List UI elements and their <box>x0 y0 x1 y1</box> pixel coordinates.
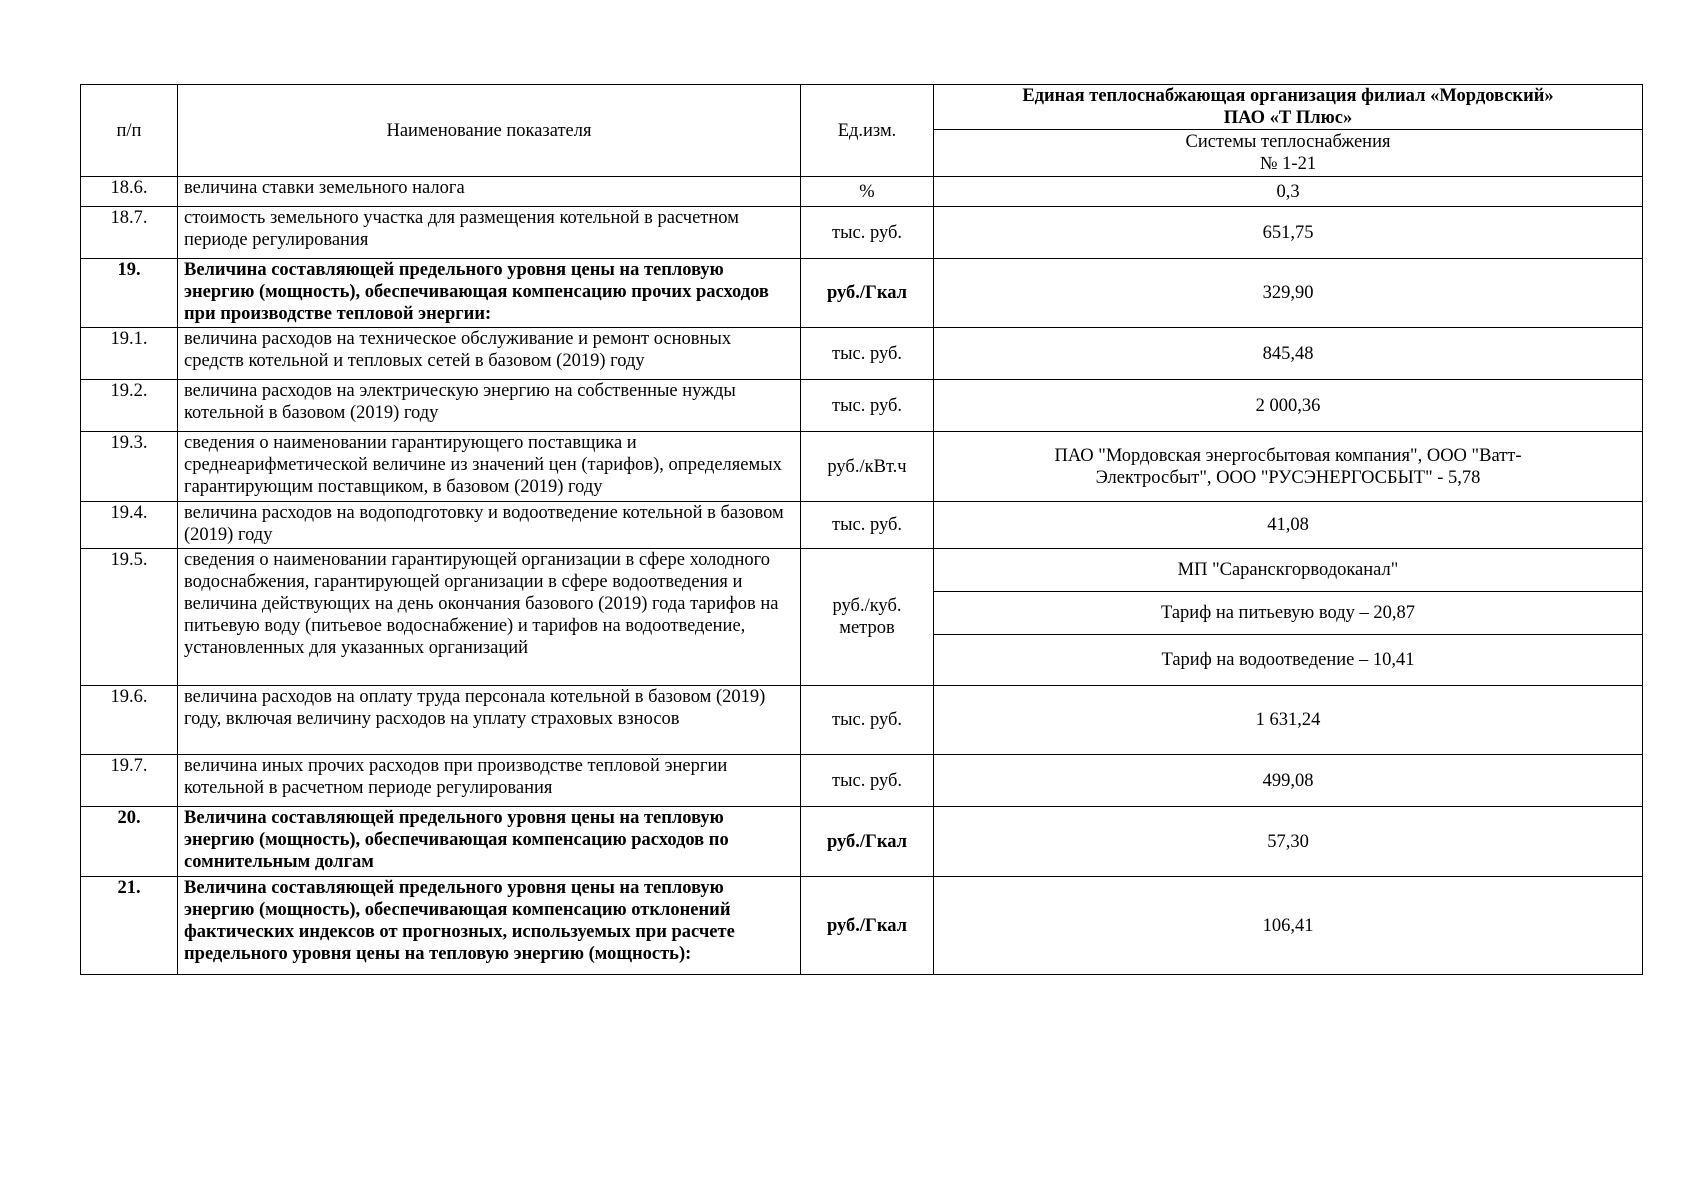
table-row <box>81 207 1643 259</box>
row-number: 19.2. <box>81 380 178 432</box>
table-row <box>81 432 1643 502</box>
row-name: сведения о наименовании гарантирующего поставщика и среднеарифметической величине из значений цен (тарифов), определяемых гарантирующим поставщиком, в базовом (2019) году <box>178 432 801 502</box>
table-row <box>81 549 1643 592</box>
row-number: 19.1. <box>81 328 178 380</box>
row-name: величина расходов на техническое обслуживание и ремонт основных средств котельной и тепловых сетей в базовом (2019) году <box>178 328 801 380</box>
row-number: 21. <box>81 877 178 975</box>
row-value: 329,90 <box>934 259 1643 328</box>
value-line: Электросбыт", ООО "РУСЭНЕРГОСБЫТ" - 5,78 <box>1095 467 1481 488</box>
row-unit: тыс. руб. <box>801 380 934 432</box>
header-row <box>81 85 1643 130</box>
header-organization <box>934 85 1643 130</box>
table-row <box>81 807 1643 877</box>
header-systems-line2: № 1-21 <box>1259 154 1317 174</box>
header-name: Наименование показателя <box>178 85 801 177</box>
table-row <box>81 755 1643 807</box>
table-row <box>81 380 1643 432</box>
row-name: величина иных прочих расходов при производстве тепловой энергии котельной в расчетном периоде регулирования <box>178 755 801 807</box>
row-unit: тыс. руб. <box>801 328 934 380</box>
row-name: Величина составляющей предельного уровня цены на тепловую энергию (мощность), обеспечивающая компенсацию прочих расходов при производстве тепловой энергии: <box>178 259 801 328</box>
row-value: 41,08 <box>934 502 1643 549</box>
row-value: 1 631,24 <box>934 686 1643 755</box>
header-num: п/п <box>81 85 178 177</box>
row-number: 19.5. <box>81 549 178 686</box>
header-org-line2: ПАО «Т Плюс» <box>1223 108 1353 128</box>
table-row <box>81 686 1643 755</box>
row-name: сведения о наименовании гарантирующей организации в сфере холодного водоснабжения, гарантирующей организации в сфере водоотведения и величина действующих на день окончания базового (2019) года тарифов на питьевую воду (питьевое водоснабжение) и тарифов на водоотведение, установленных для указанных организаций <box>178 549 801 686</box>
row-unit: руб./кВт.ч <box>801 432 934 502</box>
row-name: Величина составляющей предельного уровня цены на тепловую энергию (мощность), обеспечивающая компенсацию расходов по сомнительным долгам <box>178 807 801 877</box>
row-value: 651,75 <box>934 207 1643 259</box>
row-value: 2 000,36 <box>934 380 1643 432</box>
table-row <box>81 502 1643 549</box>
row-name: величина ставки земельного налога <box>178 177 801 207</box>
table-row <box>81 177 1643 207</box>
row-value: 106,41 <box>934 877 1643 975</box>
unit-line: руб./куб. <box>832 596 902 616</box>
row-value: 57,30 <box>934 807 1643 877</box>
header-org-line1: Единая теплоснабжающая организация филиал «Мордовский» <box>1022 86 1554 106</box>
row-name: величина расходов на водоподготовку и водоотведение котельной в базовом (2019) году <box>178 502 801 549</box>
row-number: 18.6. <box>81 177 178 207</box>
table-row <box>81 877 1643 975</box>
row-number: 19.4. <box>81 502 178 549</box>
row-number: 19.6. <box>81 686 178 755</box>
row-name: стоимость земельного участка для размещения котельной в расчетном периоде регулирования <box>178 207 801 259</box>
header-systems-line1: Системы теплоснабжения <box>1185 132 1391 152</box>
row-unit: руб./Гкал <box>801 807 934 877</box>
row-unit: тыс. руб. <box>801 502 934 549</box>
row-unit: тыс. руб. <box>801 686 934 755</box>
row-unit: тыс. руб. <box>801 207 934 259</box>
row-number: 19.7. <box>81 755 178 807</box>
row-unit: руб./Гкал <box>801 877 934 975</box>
row-value: 0,3 <box>934 177 1643 207</box>
row-unit: руб./Гкал <box>801 259 934 328</box>
row-name: Величина составляющей предельного уровня цены на тепловую энергию (мощность), обеспечивающая компенсацию отклонений фактических индексов от прогнозных, используемых при расчете предельного уровня цены на тепловую энергию (мощность): <box>178 877 801 975</box>
row-name: величина расходов на оплату труда персонала котельной в базовом (2019) году, включая величину расходов на уплату страховых взносов <box>178 686 801 755</box>
unit-line: метров <box>839 618 895 638</box>
value-line: ПАО "Мордовская энергосбытовая компания", ООО "Ватт- <box>1054 445 1522 466</box>
header-unit: Ед.изм. <box>801 85 934 177</box>
row-value: МП "Саранскгорводоканал" <box>934 549 1643 592</box>
row-number: 18.7. <box>81 207 178 259</box>
row-number: 20. <box>81 807 178 877</box>
row-number: 19. <box>81 259 178 328</box>
row-unit <box>801 549 934 686</box>
row-value <box>934 432 1643 502</box>
row-value: 845,48 <box>934 328 1643 380</box>
row-unit: % <box>801 177 934 207</box>
header-systems <box>934 130 1643 177</box>
row-name: величина расходов на электрическую энергию на собственные нужды котельной в базовом (2019) году <box>178 380 801 432</box>
table-row <box>81 259 1643 328</box>
row-value: 499,08 <box>934 755 1643 807</box>
table-row <box>81 328 1643 380</box>
row-value: Тариф на питьевую воду – 20,87 <box>934 592 1643 635</box>
row-unit: тыс. руб. <box>801 755 934 807</box>
indicators-table <box>80 84 1643 975</box>
row-value: Тариф на водоотведение – 10,41 <box>934 635 1643 686</box>
row-number: 19.3. <box>81 432 178 502</box>
